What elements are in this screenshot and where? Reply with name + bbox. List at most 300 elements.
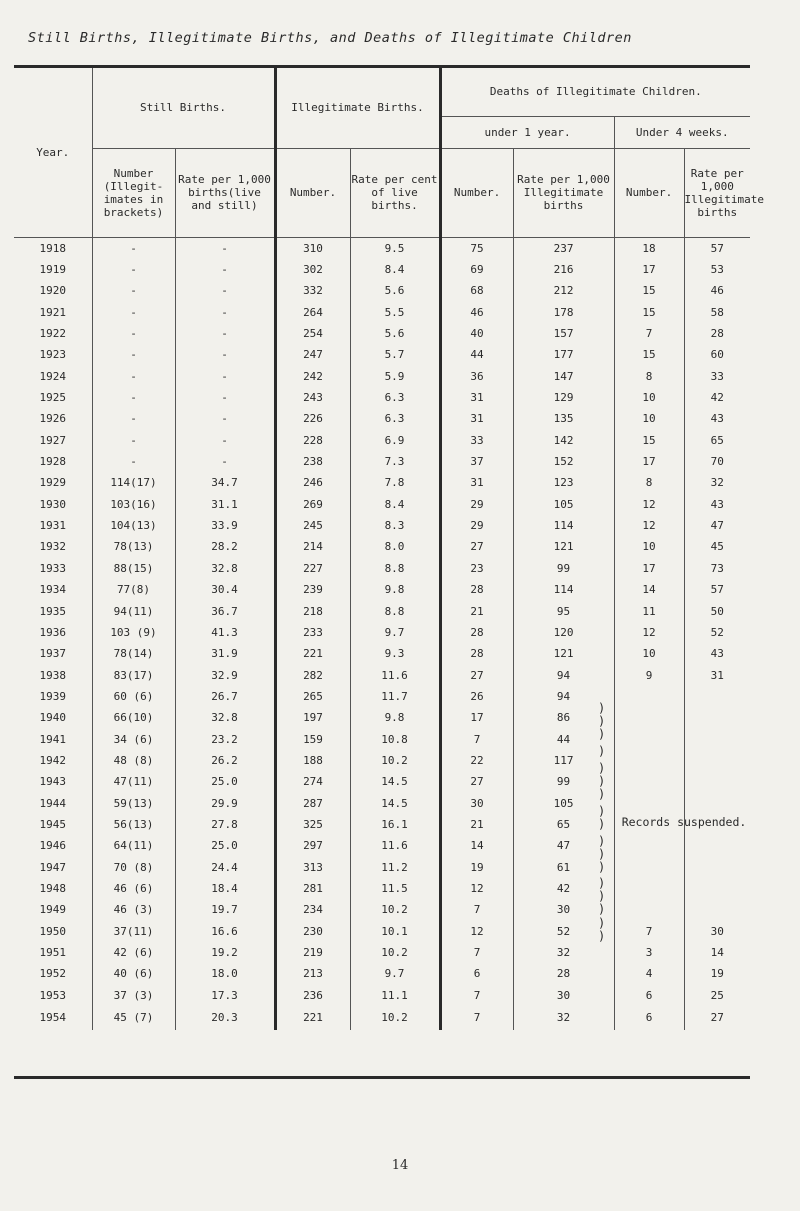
table-row xyxy=(14,921,750,942)
table-cell: 10.2 xyxy=(350,1006,440,1030)
table-cell: 61 xyxy=(513,856,614,877)
bracket-mark: ) xyxy=(598,847,606,861)
table-cell: - xyxy=(175,344,275,365)
table-cell: 236 xyxy=(275,985,350,1006)
table-cell: 8.0 xyxy=(350,536,440,557)
bracket-mark: ) xyxy=(598,889,606,903)
table-cell: - xyxy=(175,451,275,472)
table-cell: 23.2 xyxy=(175,728,275,749)
table-row xyxy=(14,558,750,579)
table-row xyxy=(14,664,750,685)
table-cell xyxy=(684,878,750,899)
table-cell: 68 xyxy=(440,280,513,301)
table-cell: 99 xyxy=(513,771,614,792)
table-cell: 234 xyxy=(275,899,350,920)
header-ib-rate: Rate per cent of live births. xyxy=(350,148,440,237)
table-cell: 28 xyxy=(440,579,513,600)
table-cell: 282 xyxy=(275,664,350,685)
table-cell: 243 xyxy=(275,387,350,408)
bracket-mark: ) xyxy=(598,876,606,890)
bracket-mark: ) xyxy=(598,714,606,728)
table-cell: 7 xyxy=(440,899,513,920)
table-cell: 17 xyxy=(614,259,684,280)
table-row xyxy=(14,942,750,963)
table-cell: 29 xyxy=(440,494,513,515)
table-row xyxy=(14,686,750,707)
table-cell: 3 xyxy=(614,942,684,963)
table-cell: 64(11) xyxy=(92,835,175,856)
table-cell xyxy=(614,707,684,728)
table-cell: 44 xyxy=(440,344,513,365)
table-cell: - xyxy=(92,387,175,408)
table-cell: 46 (3) xyxy=(92,899,175,920)
table-cell: 5.6 xyxy=(350,323,440,344)
table-cell: 83(17) xyxy=(92,664,175,685)
table-cell: 12 xyxy=(614,494,684,515)
table-cell: - xyxy=(175,408,275,429)
table-cell: 31 xyxy=(440,472,513,493)
table-row xyxy=(14,451,750,472)
table-cell: - xyxy=(175,237,275,259)
table-cell: 159 xyxy=(275,728,350,749)
table-row xyxy=(14,878,750,899)
table-cell: 42 xyxy=(710,391,724,405)
page-title: Still Births, Illegitimate Births, and Deaths of Illegitimate Children xyxy=(28,30,632,46)
table-cell: 147 xyxy=(513,366,614,387)
table-cell xyxy=(684,707,750,728)
table-cell: 325 xyxy=(275,814,350,835)
table-cell: - xyxy=(92,366,175,387)
table-cell: 1953 xyxy=(14,985,92,1006)
table-cell: 1951 xyxy=(14,942,92,963)
table-cell: 43 xyxy=(710,412,724,426)
page-number: 14 xyxy=(391,1158,409,1173)
table-row xyxy=(14,366,750,387)
table-row xyxy=(14,579,750,600)
table-cell: 48 (8) xyxy=(92,750,175,771)
header-d4-rate: Rate per 1,000 Illegitimate births xyxy=(684,148,750,237)
table-cell: 1952 xyxy=(14,963,92,984)
table-cell: 31 xyxy=(440,387,513,408)
table-row xyxy=(14,707,750,728)
table-cell: 42 xyxy=(513,878,614,899)
table-cell: 121 xyxy=(513,536,614,557)
table-cell: 26.2 xyxy=(175,750,275,771)
table-cell: 14.5 xyxy=(350,792,440,813)
table-cell: 7 xyxy=(440,1006,513,1030)
header-under-4-weeks: Under 4 weeks. xyxy=(614,116,750,148)
header-year: Year. xyxy=(14,68,92,237)
table-cell: 18.4 xyxy=(175,878,275,899)
table-cell: 11.6 xyxy=(350,835,440,856)
table-cell: 157 xyxy=(513,323,614,344)
bracket-mark: ) xyxy=(598,744,606,758)
table-cell: 27 xyxy=(440,536,513,557)
table-cell: 30 xyxy=(513,985,614,1006)
table-cell: 60 xyxy=(710,348,724,362)
table-cell: 40 xyxy=(440,323,513,344)
table-cell: 4 xyxy=(614,963,684,984)
table-row xyxy=(14,494,750,515)
table-cell: 11 xyxy=(614,600,684,621)
table-cell: - xyxy=(92,302,175,323)
header-still-births: Still Births. xyxy=(92,68,275,148)
table-cell: 75 xyxy=(440,237,513,259)
table-cell: 22 xyxy=(440,750,513,771)
table-cell xyxy=(614,750,684,771)
table-cell: 14.5 xyxy=(350,771,440,792)
table-cell: 14 xyxy=(440,835,513,856)
table-cell: 7 xyxy=(440,728,513,749)
table-cell: 37 (3) xyxy=(92,985,175,1006)
table-cell: 10 xyxy=(614,536,684,557)
table-cell: 1933 xyxy=(14,558,92,579)
table-cell xyxy=(614,792,684,813)
table-cell xyxy=(684,771,750,792)
table-cell: 46 xyxy=(710,284,724,298)
table-cell: 57 xyxy=(710,583,724,597)
table-cell: 28 xyxy=(513,963,614,984)
table-cell: 19 xyxy=(710,967,724,981)
header-sb-rate: Rate per 1,000 births(live and still) xyxy=(175,148,275,237)
table-cell: 23 xyxy=(440,558,513,579)
table-cell: 47(11) xyxy=(92,771,175,792)
table-cell: 10 xyxy=(614,387,684,408)
table-cell: - xyxy=(175,302,275,323)
table-cell: 104(13) xyxy=(92,515,175,536)
table-cell: 6.3 xyxy=(350,387,440,408)
bracket-mark: ) xyxy=(598,929,606,943)
table-cell: 27 xyxy=(710,1011,724,1025)
bracket-mark: ) xyxy=(598,761,606,775)
table-cell: 114(17) xyxy=(92,472,175,493)
table-cell: 152 xyxy=(513,451,614,472)
table-cell: 37 xyxy=(440,451,513,472)
table-cell: 114 xyxy=(513,579,614,600)
table-cell: 10.1 xyxy=(350,921,440,942)
table-cell: 254 xyxy=(275,323,350,344)
table-cell: 31 xyxy=(440,408,513,429)
table-cell: 15 xyxy=(614,302,684,323)
table-cell: 12 xyxy=(440,921,513,942)
table-cell: 1931 xyxy=(14,515,92,536)
table-cell: 46 xyxy=(440,302,513,323)
table-cell: 45 xyxy=(710,540,724,554)
table-cell: 28 xyxy=(710,327,724,341)
header-d1-rate: Rate per 1,000 Illegitimate births xyxy=(513,148,614,237)
table-cell: 7.8 xyxy=(350,472,440,493)
table-cell: - xyxy=(175,280,275,301)
table-cell: 10 xyxy=(614,408,684,429)
table-cell: 94 xyxy=(513,664,614,685)
table-cell: 7 xyxy=(440,985,513,1006)
table-cell: 28 xyxy=(440,622,513,643)
table-cell: 226 xyxy=(275,408,350,429)
table-cell: 11.7 xyxy=(350,686,440,707)
table-cell: 9.3 xyxy=(350,643,440,664)
table-cell: 69 xyxy=(440,259,513,280)
table-cell: 103(16) xyxy=(92,494,175,515)
table-cell: 53 xyxy=(710,263,724,277)
table-cell: 12 xyxy=(614,622,684,643)
table-cell: 9 xyxy=(614,664,684,685)
table-cell xyxy=(614,856,684,877)
table-cell: 36 xyxy=(440,366,513,387)
table-cell: 88(15) xyxy=(92,558,175,579)
table-cell: 216 xyxy=(513,259,614,280)
table-cell: 16.1 xyxy=(350,814,440,835)
table-cell: 1934 xyxy=(14,579,92,600)
table-cell: 105 xyxy=(513,792,614,813)
table-cell: 1930 xyxy=(14,494,92,515)
table-cell: 34.7 xyxy=(175,472,275,493)
bracket-mark: ) xyxy=(598,902,606,916)
table-cell: 245 xyxy=(275,515,350,536)
table-cell: - xyxy=(175,366,275,387)
table-cell: 7.3 xyxy=(350,451,440,472)
table-cell: 247 xyxy=(275,344,350,365)
table-cell: 1924 xyxy=(14,366,92,387)
table-cell: 15 xyxy=(614,280,684,301)
table-row xyxy=(14,472,750,493)
table-cell: 28 xyxy=(440,643,513,664)
table-cell: 59(13) xyxy=(92,792,175,813)
table-cell: 32 xyxy=(513,1006,614,1030)
table-cell: 28.2 xyxy=(175,536,275,557)
table-cell: 230 xyxy=(275,921,350,942)
table-cell: 24.4 xyxy=(175,856,275,877)
table-row xyxy=(14,536,750,557)
table-cell: 94 xyxy=(513,686,614,707)
table-cell xyxy=(684,835,750,856)
table-cell: 8 xyxy=(614,366,684,387)
table-cell: 239 xyxy=(275,579,350,600)
table-cell: 10 xyxy=(614,643,684,664)
table-cell: 12 xyxy=(440,878,513,899)
table-cell: 1949 xyxy=(14,899,92,920)
table-row xyxy=(14,430,750,451)
table-row xyxy=(14,302,750,323)
table-cell: 10.2 xyxy=(350,750,440,771)
table-row xyxy=(14,622,750,643)
table-cell xyxy=(684,728,750,749)
table-cell: 27.8 xyxy=(175,814,275,835)
table-cell: 227 xyxy=(275,558,350,579)
table-cell: 30 xyxy=(710,924,724,938)
table-cell: 30 xyxy=(440,792,513,813)
header-deaths: Deaths of Illegitimate Children. xyxy=(440,68,750,116)
table-cell: 6 xyxy=(614,985,684,1006)
table-row xyxy=(14,856,750,877)
table-row xyxy=(14,985,750,1006)
table-row xyxy=(14,728,750,749)
table-cell: 1920 xyxy=(14,280,92,301)
table-cell: 1936 xyxy=(14,622,92,643)
table-cell: 95 xyxy=(513,600,614,621)
table-row xyxy=(14,408,750,429)
table-cell: 11.2 xyxy=(350,856,440,877)
table-cell: 6.3 xyxy=(350,408,440,429)
bracket-mark: ) xyxy=(598,787,606,801)
table-cell: 19 xyxy=(440,856,513,877)
table-cell: 233 xyxy=(275,622,350,643)
table-cell: 10.2 xyxy=(350,899,440,920)
table-cell: 40 (6) xyxy=(92,963,175,984)
table-cell: - xyxy=(92,259,175,280)
table-cell: 34 (6) xyxy=(92,728,175,749)
bracket-mark: ) xyxy=(598,701,606,715)
table-cell: 12 xyxy=(614,515,684,536)
table-cell: - xyxy=(175,259,275,280)
table-cell: 1945 xyxy=(14,814,92,835)
table-cell: 66(10) xyxy=(92,707,175,728)
table-cell: 238 xyxy=(275,451,350,472)
table-cell: - xyxy=(175,430,275,451)
table-cell: 45 (7) xyxy=(92,1006,175,1030)
header-under-1-year: under 1 year. xyxy=(440,116,614,148)
table-cell: 6 xyxy=(440,963,513,984)
table-cell: 25 xyxy=(710,988,724,1002)
table-cell: 5.5 xyxy=(350,302,440,323)
table-cell: 246 xyxy=(275,472,350,493)
table-cell: 1918 xyxy=(14,237,92,259)
table-cell xyxy=(614,771,684,792)
header-illegitimate-births: Illegitimate Births. xyxy=(275,68,440,148)
table-cell: 1932 xyxy=(14,536,92,557)
table-cell: 21 xyxy=(440,814,513,835)
table-cell: 1935 xyxy=(14,600,92,621)
table-cell: 32 xyxy=(710,476,724,490)
table-cell: - xyxy=(175,387,275,408)
table-cell: 10.2 xyxy=(350,942,440,963)
table-cell: 269 xyxy=(275,494,350,515)
table-cell: 114 xyxy=(513,515,614,536)
table-cell: 30 xyxy=(513,899,614,920)
table-cell: 18 xyxy=(614,237,684,259)
table-cell: - xyxy=(92,408,175,429)
table-cell: 218 xyxy=(275,600,350,621)
table-cell: 121 xyxy=(513,643,614,664)
table-cell: 1925 xyxy=(14,387,92,408)
table-cell: 120 xyxy=(513,622,614,643)
table-cell: 1954 xyxy=(14,1006,92,1030)
table-cell: 86 xyxy=(513,707,614,728)
table-cell: 32 xyxy=(513,942,614,963)
table-cell: 10.8 xyxy=(350,728,440,749)
table-cell: 8.8 xyxy=(350,558,440,579)
table-cell: 17 xyxy=(614,558,684,579)
table-cell: - xyxy=(92,344,175,365)
statistics-table xyxy=(14,68,764,1030)
table-cell: 70 xyxy=(710,455,724,469)
table-cell: 1946 xyxy=(14,835,92,856)
table-cell: 1922 xyxy=(14,323,92,344)
table-row xyxy=(14,515,750,536)
bracket-mark: ) xyxy=(598,774,606,788)
table-cell: 26.7 xyxy=(175,686,275,707)
bracket-mark: ) xyxy=(598,727,606,741)
table-cell: 1940 xyxy=(14,707,92,728)
table-cell: 1938 xyxy=(14,664,92,685)
table-cell: 6.9 xyxy=(350,430,440,451)
table-cell: 26 xyxy=(440,686,513,707)
table-cell: 32.9 xyxy=(175,664,275,685)
table-cell: 212 xyxy=(513,280,614,301)
bracket-mark: ) xyxy=(598,916,606,930)
table-cell xyxy=(684,856,750,877)
table-cell: 32.8 xyxy=(175,558,275,579)
table-cell: 19.7 xyxy=(175,899,275,920)
table-cell xyxy=(684,792,750,813)
table-cell: 1921 xyxy=(14,302,92,323)
table-row xyxy=(14,963,750,984)
table-cell: 7 xyxy=(440,942,513,963)
table-cell: 31.1 xyxy=(175,494,275,515)
table-cell: 47 xyxy=(710,519,724,533)
table-cell: 5.9 xyxy=(350,366,440,387)
table-cell: 332 xyxy=(275,280,350,301)
table-cell: 310 xyxy=(275,237,350,259)
table-cell: 213 xyxy=(275,963,350,984)
table-cell: 36.7 xyxy=(175,600,275,621)
table-cell: 297 xyxy=(275,835,350,856)
table-cell: 42 (6) xyxy=(92,942,175,963)
table-cell xyxy=(684,750,750,771)
table-cell: 29.9 xyxy=(175,792,275,813)
table-cell: 219 xyxy=(275,942,350,963)
table-cell: 274 xyxy=(275,771,350,792)
table-cell: 27 xyxy=(440,771,513,792)
table-cell: 99 xyxy=(513,558,614,579)
table-cell: 302 xyxy=(275,259,350,280)
table-cell: 123 xyxy=(513,472,614,493)
table-cell: - xyxy=(175,323,275,344)
bracket-mark: ) xyxy=(598,860,606,874)
table-row xyxy=(14,237,750,259)
table-cell: 1937 xyxy=(14,643,92,664)
table-cell: 43 xyxy=(710,497,724,511)
table-cell: 37(11) xyxy=(92,921,175,942)
table-cell: 9.8 xyxy=(350,579,440,600)
table-cell: 15 xyxy=(614,344,684,365)
table-cell: 43 xyxy=(710,647,724,661)
table-cell xyxy=(614,878,684,899)
table-cell: 73 xyxy=(710,561,724,575)
table-cell: - xyxy=(92,430,175,451)
table-cell: 17 xyxy=(614,451,684,472)
table-cell: 105 xyxy=(513,494,614,515)
table-cell: 25.0 xyxy=(175,771,275,792)
bottom-rule xyxy=(14,1076,750,1079)
table-row xyxy=(14,600,750,621)
table-cell: 1948 xyxy=(14,878,92,899)
table-row xyxy=(14,750,750,771)
table-cell: 14 xyxy=(710,946,724,960)
table-cell xyxy=(684,686,750,707)
table-cell: 41.3 xyxy=(175,622,275,643)
table-row xyxy=(14,323,750,344)
table-cell: 33 xyxy=(440,430,513,451)
table-cell: 17 xyxy=(440,707,513,728)
table-cell: 197 xyxy=(275,707,350,728)
table-cell: 31.9 xyxy=(175,643,275,664)
table-cell: 313 xyxy=(275,856,350,877)
table-cell: 44 xyxy=(513,728,614,749)
table-cell: 103 (9) xyxy=(92,622,175,643)
table-cell: 7 xyxy=(614,323,684,344)
table-cell: 11.5 xyxy=(350,878,440,899)
table-cell: 214 xyxy=(275,536,350,557)
